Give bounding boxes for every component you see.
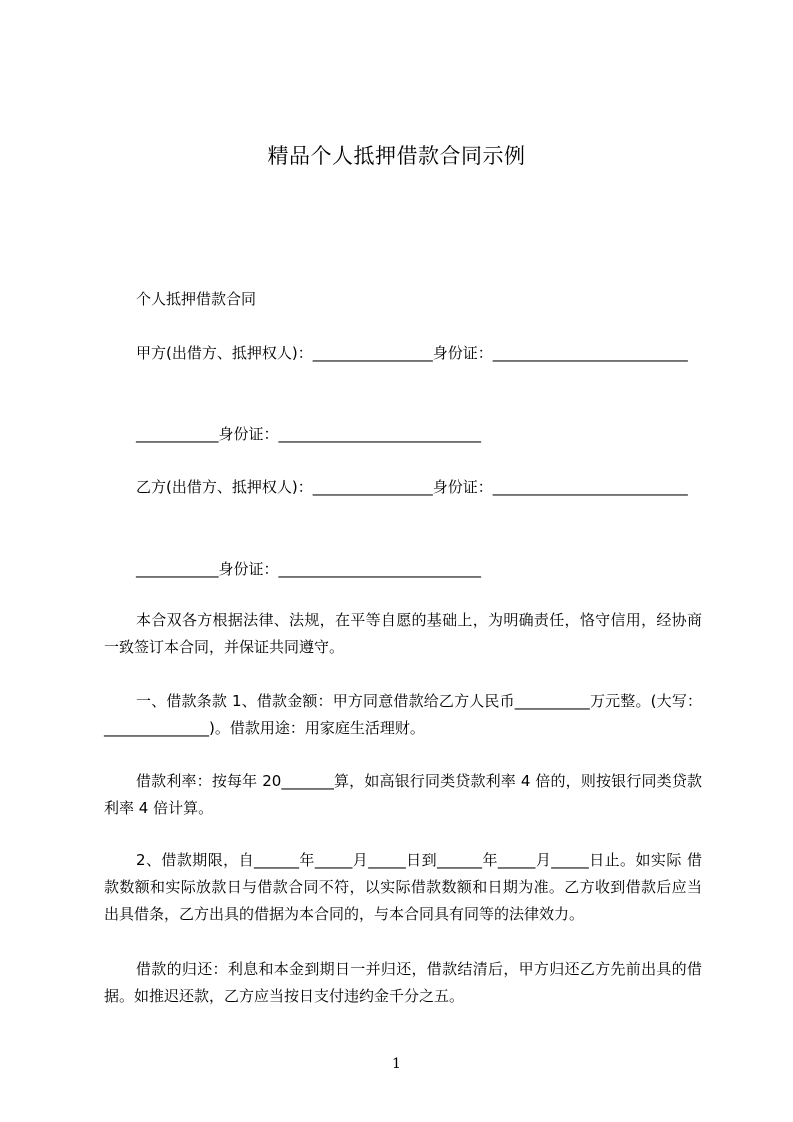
preamble-paragraph: 本合双各方根据法律、法规，在平等自愿的基础上，为明确责任，恪守信用，经协商一致签订本合同，并保证共同遵守。 — [104, 611, 702, 656]
page-number: 1 — [392, 1056, 401, 1072]
loan-term-paragraph: 2、借款期限，自______年_____月_____日到______年_____月_____日止。如实际 借款数额和实际放款日与借款合同不符，以实际借款数额和日期为准。乙方收到借款后应当出具借条，乙方出具的借据为本合同的，与本合同具有同等的法律效力。 — [104, 851, 702, 923]
document-title: 精品个人抵押借款合同示例 — [267, 144, 526, 168]
party-a-line: 甲方(出借方、抵押权人)：________________身份证：__________________________ — [136, 344, 688, 362]
interest-rate-paragraph: 借款利率：按每年 20_______算，如高银行同类贷款利率 4 倍的，则按银行同类贷款利率 4 倍计算。 — [104, 772, 702, 817]
repayment-paragraph: 借款的归还：利息和本金到期日一并归还，借款结清后，甲方归还乙方先前出具的借据。如推迟还款，乙方应当按日支付违约金千分之五。 — [104, 960, 702, 1005]
loan-amount-paragraph: 一、借款条款 1、借款金额：甲方同意借款给乙方人民币__________万元整。(大写：______________)。借款用途：用家庭生活理财。 — [104, 692, 702, 737]
party-b-id-line: ___________身份证：___________________________ — [136, 560, 482, 578]
party-a-id-line: ___________身份证：___________________________ — [136, 425, 482, 443]
contract-heading: 个人抵押借款合同 — [136, 290, 257, 308]
party-b-line: 乙方(出借方、抵押权人)：________________身份证：__________________________ — [136, 478, 688, 496]
